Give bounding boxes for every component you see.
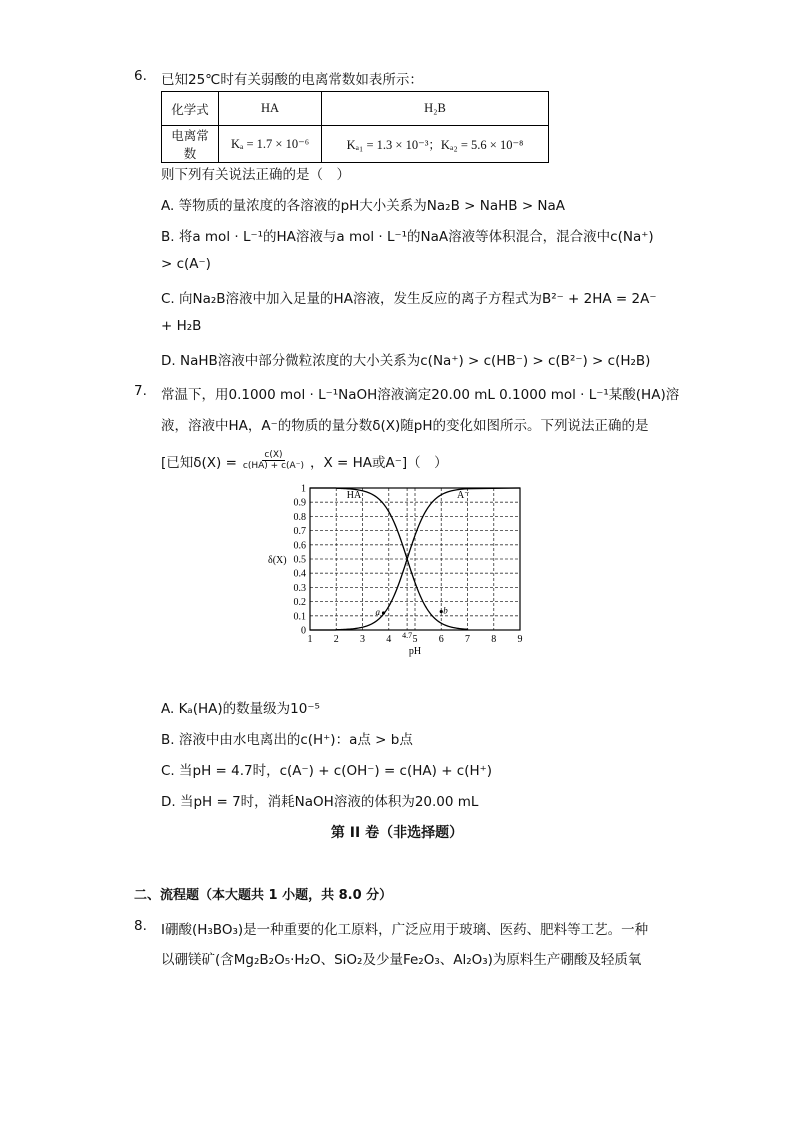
q6-option-b-cont: > c(A⁻) xyxy=(161,256,211,272)
table-row xyxy=(162,92,549,126)
q7-definition-prefix: [已知δ(X) = xyxy=(161,454,237,471)
fraction-numerator: c(X) xyxy=(264,450,283,460)
part-2-heading: 二、流程题（本大题共 1 小题，共 8.0 分） xyxy=(134,888,393,903)
x-tick-label: 5 xyxy=(412,634,418,645)
series-label-a-minus: A⁻ xyxy=(457,489,470,501)
x-tick-label: 3 xyxy=(360,634,365,645)
x-tick-label: 1 xyxy=(307,634,313,645)
x-tick-label-pka: 4.7 xyxy=(402,631,413,640)
point-a xyxy=(382,611,385,614)
x-axis-label: pH xyxy=(408,646,422,657)
q7-stem-line1: 常温下，用0.1000 mol · L⁻¹NaOH溶液滴定20.00 mL 0.1000 mol · L⁻¹某酸(HA)溶 xyxy=(161,387,680,403)
q7-number: 7. xyxy=(134,383,147,399)
table-cell: 电离常数 xyxy=(162,126,219,163)
ionization-constant-table xyxy=(161,91,549,163)
q6-option-a[interactable]: A. 等物质的量浓度的各溶液的pH大小关系为Na₂B > NaHB > NaA xyxy=(161,198,566,214)
y-tick-label: 1 xyxy=(301,483,306,495)
q8-number: 8. xyxy=(134,918,147,934)
table-cell: Kₐ = 1.7 × 10⁻⁶ xyxy=(219,126,322,163)
table-cell: 化学式 xyxy=(162,92,219,126)
q8-line2: 以硼镁矿(含Mg₂B₂O₅·H₂O、SiO₂及少量Fe₂O₃、Al₂O₃)为原料生产硼酸及轻质氧 xyxy=(161,952,642,968)
q7-option-d[interactable]: D. 当pH = 7时，消耗NaOH溶液的体积为20.00 mL xyxy=(161,794,479,810)
delta-fraction xyxy=(241,450,306,471)
q7-option-b[interactable]: B. 溶液中由水电离出的c(H⁺)：a点 > b点 xyxy=(161,732,413,748)
q6-option-b[interactable]: B. 将a mol · L⁻¹的HA溶液与a mol · L⁻¹的NaA溶液等体积混合，混合液中c(Na⁺) xyxy=(161,229,654,245)
series-label-ha: HA xyxy=(346,489,362,501)
y-axis-label: δ(X) xyxy=(268,555,287,566)
y-tick-label: 0.5 xyxy=(293,554,306,566)
y-tick-label: 0.4 xyxy=(293,568,306,580)
fraction-denominator: c(HA) + c(A⁻) xyxy=(242,461,304,471)
section-ii-title: 第 II 卷（非选择题） xyxy=(330,825,464,841)
q6-option-c[interactable]: C. 向Na₂B溶液中加入足量的HA溶液，发生反应的离子方程式为B²⁻ + 2HA = 2A⁻ xyxy=(161,291,657,307)
q7-option-a[interactable]: A. Kₐ(HA)的数量级为10⁻⁵ xyxy=(161,701,320,717)
q8-line1: I硼酸(H₃BO₃)是一种重要的化工原料，广泛应用于玻璃、医药、肥料等工艺。一种 xyxy=(161,922,649,938)
y-tick-label: 0.8 xyxy=(293,511,306,523)
x-tick-label: 4 xyxy=(386,634,392,645)
y-tick-label: 0.7 xyxy=(293,526,306,538)
q6-stem: 已知25℃时有关弱酸的电离常数如表所示： xyxy=(161,72,423,88)
x-tick-label: 9 xyxy=(517,634,523,645)
y-tick-label: 0.9 xyxy=(293,497,306,509)
y-tick-label: 0.6 xyxy=(293,540,306,552)
y-tick-label: 0 xyxy=(301,625,306,637)
delta-vs-ph-chart xyxy=(262,480,532,660)
q7-definition-suffix: ，X = HA或A⁻]（ ） xyxy=(309,454,448,471)
q6-option-d[interactable]: D. NaHB溶液中部分微粒浓度的大小关系为c(Na⁺) > c(HB⁻) > c(B²⁻) > c(H₂B) xyxy=(161,353,651,369)
q7-option-c[interactable]: C. 当pH = 4.7时，c(A⁻) + c(OH⁻) = c(HA) + c(H⁺) xyxy=(161,763,493,779)
point-label-b: b xyxy=(443,605,448,616)
x-tick-label: 8 xyxy=(491,634,497,645)
table-cell: HA xyxy=(219,92,322,126)
y-tick-label: 0.1 xyxy=(293,611,306,623)
q6-option-c-cont: + H₂B xyxy=(161,318,202,334)
q7-stem-line2: 液，溶液中HA，A⁻的物质的量分数δ(X)随pH的变化如图所示。下列说法正确的是 xyxy=(161,418,649,434)
q6-number: 6. xyxy=(134,68,147,84)
y-tick-label: 0.3 xyxy=(293,582,306,594)
table-cell: H₂B xyxy=(322,92,549,126)
q6-ask: 则下列有关说法正确的是（ ） xyxy=(161,167,350,183)
table-row xyxy=(162,126,549,163)
x-tick-label: 2 xyxy=(333,634,339,645)
y-tick-label: 0.2 xyxy=(293,597,306,609)
point-label-a: a xyxy=(375,606,380,617)
x-tick-label: 7 xyxy=(465,634,470,645)
q7-stem-line3 xyxy=(161,450,448,471)
x-tick-label: 6 xyxy=(438,634,444,645)
table-cell: Kₐ₁ = 1.3 × 10⁻³；Kₐ₂ = 5.6 × 10⁻⁸ xyxy=(322,126,549,163)
